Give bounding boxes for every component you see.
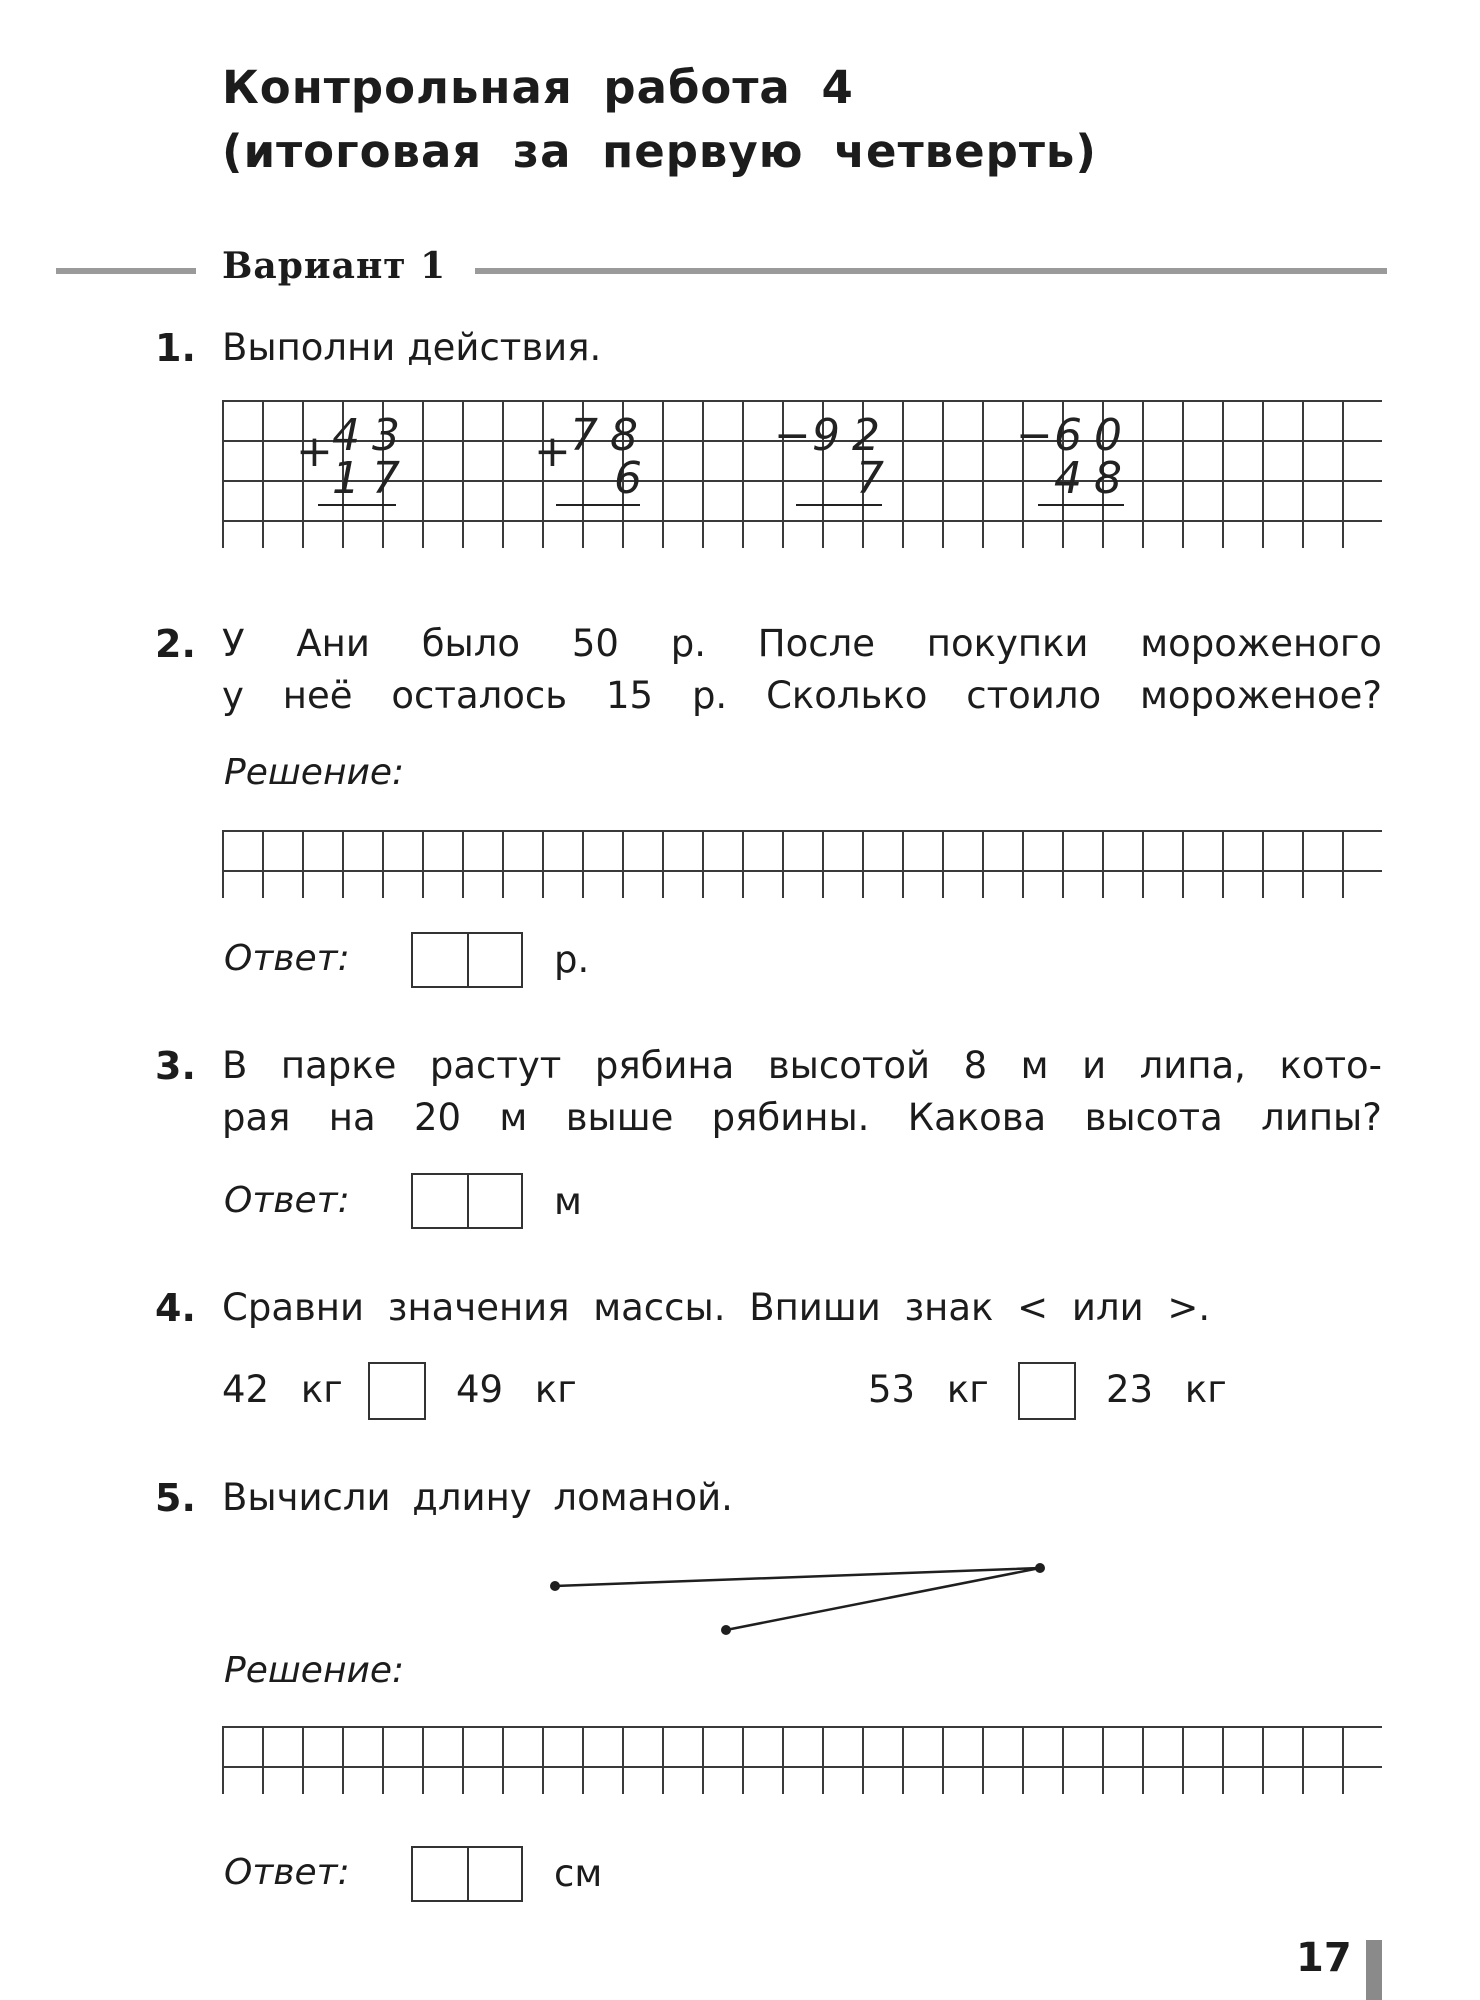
task1-problem-4-sign: − xyxy=(1016,410,1065,461)
task3-line-2-word: на xyxy=(328,1096,376,1139)
task2-line-1-word: было xyxy=(421,622,521,665)
task4-comparison-2-left: 53 кг xyxy=(868,1368,989,1411)
task3-line-2-word: 20 xyxy=(413,1096,462,1139)
task2-line-1-word: мороженого xyxy=(1140,622,1382,665)
task3-line-1-word: растут xyxy=(429,1044,562,1087)
task2-answer-label: Ответ: xyxy=(224,938,350,979)
task1-problem-4-bottom: 48 xyxy=(1054,453,1134,504)
task1-problem-1-top: 43 xyxy=(332,410,412,461)
task3-line-2-word: липы? xyxy=(1261,1096,1382,1139)
task2-line-1-word: р. xyxy=(670,622,706,665)
task1-problem-2-bottom: 6 xyxy=(614,453,654,504)
task2-line-2-word: осталось xyxy=(391,674,568,717)
task3-line-1-word: и xyxy=(1082,1044,1107,1087)
page-number: 17 xyxy=(1296,1935,1352,1981)
task1-problem-1-bottom: 17 xyxy=(332,453,412,504)
task4-comparison-2-right: 23 кг xyxy=(1106,1368,1227,1411)
task3-line-1-word: м xyxy=(1020,1044,1049,1087)
task2-answer-unit: р. xyxy=(554,938,590,981)
task3-line-2 xyxy=(222,1096,1382,1148)
task3-line-1-word: парке xyxy=(280,1044,397,1087)
page-edge-tab xyxy=(1366,1940,1382,2000)
task2-solution-grid[interactable] xyxy=(222,830,1382,898)
task1-problem-3-sign: − xyxy=(774,410,823,461)
task3-line-2-word: рябины. xyxy=(711,1096,870,1139)
task3-line-1 xyxy=(222,1044,1382,1096)
task3-line-1-word: 8 xyxy=(963,1044,988,1087)
task1-number: 1. xyxy=(155,326,196,370)
task1-problem-1-sign: + xyxy=(296,426,345,477)
task4-comparison-1-right: 49 кг xyxy=(456,1368,577,1411)
task5-point-2 xyxy=(1035,1563,1045,1573)
task5-point-1 xyxy=(550,1581,560,1591)
task3-line-1-word: рябина xyxy=(594,1044,735,1087)
task5-number: 5. xyxy=(155,1476,196,1520)
task2-line-2 xyxy=(222,674,1382,726)
task4-comparison-1-left: 42 кг xyxy=(222,1368,343,1411)
variant-rule-left xyxy=(56,268,196,274)
task3-line-1-word: высотой xyxy=(767,1044,931,1087)
task4-comparison-2-sign-box[interactable] xyxy=(1018,1362,1076,1420)
task2-line-1-word: Ани xyxy=(296,622,370,665)
task3-line-1-word: В xyxy=(222,1044,248,1087)
task2-line-2-word: Сколько xyxy=(766,674,928,717)
task1-problem-2-top: 78 xyxy=(570,410,650,461)
task4-text: Сравни значения массы. Впиши знак < или >. xyxy=(222,1286,1211,1329)
task4-comparison-1-sign-box[interactable] xyxy=(368,1362,426,1420)
task1-problem-3-top: 92 xyxy=(812,410,892,461)
task1-problem-2-line xyxy=(556,504,640,506)
task2-line-2-word: р. xyxy=(691,674,728,717)
task2-line-1-word: У xyxy=(222,622,245,665)
task2-text xyxy=(222,622,1382,726)
task4-number: 4. xyxy=(155,1286,196,1330)
task3-line-2-word: выше xyxy=(565,1096,674,1139)
title-line-1: Контрольная работа 4 xyxy=(222,61,854,114)
task5-solution-label: Решение: xyxy=(224,1650,405,1691)
task5-polyline xyxy=(555,1568,1040,1630)
task5-text: Вычисли длину ломаной. xyxy=(222,1476,733,1519)
task1-problem-4-line xyxy=(1038,504,1124,506)
task5-answer-unit: см xyxy=(554,1852,603,1895)
task2-line-1-word: покупки xyxy=(926,622,1089,665)
task1-problem-1-line xyxy=(318,504,396,506)
task3-line-2-word: рая xyxy=(222,1096,291,1139)
task2-solution-label: Решение: xyxy=(224,752,405,793)
task3-answer-box[interactable] xyxy=(411,1173,523,1229)
task3-line-1-word: липа, xyxy=(1139,1044,1246,1087)
task2-line-2-word: мороженое? xyxy=(1140,674,1382,717)
task2-line-1 xyxy=(222,622,1382,674)
task3-answer-unit: м xyxy=(554,1180,582,1223)
task2-line-2-word: у xyxy=(222,674,244,717)
task2-line-1-word: 50 xyxy=(571,622,619,665)
variant-heading: Вариант 1 xyxy=(222,245,447,287)
task3-number: 3. xyxy=(155,1044,196,1088)
task3-line-2-word: м xyxy=(499,1096,528,1139)
task2-line-2-word: стоило xyxy=(966,674,1102,717)
title-line-2: (итоговая за первую четверть) xyxy=(222,125,1097,178)
task3-answer-label: Ответ: xyxy=(224,1180,350,1221)
task3-line-1-word: кото- xyxy=(1279,1044,1382,1087)
task5-solution-grid[interactable] xyxy=(222,1726,1382,1794)
task1-problem-2-sign: + xyxy=(534,426,583,477)
task5-point-3 xyxy=(721,1625,731,1635)
variant-rule-right xyxy=(475,268,1387,274)
task2-answer-box[interactable] xyxy=(411,932,523,988)
task2-number: 2. xyxy=(155,622,196,666)
task1-problem-3-bottom: 7 xyxy=(856,453,896,504)
task3-line-2-word: Какова xyxy=(907,1096,1047,1139)
task2-line-1-word: После xyxy=(757,622,875,665)
task2-line-2-word: 15 xyxy=(605,674,654,717)
task5-polyline-figure xyxy=(540,1556,1060,1636)
task2-line-2-word: неё xyxy=(282,674,353,717)
task5-answer-box[interactable] xyxy=(411,1846,523,1902)
page-title xyxy=(222,56,1097,184)
task3-text xyxy=(222,1044,1382,1148)
task1-problem-3-line xyxy=(796,504,882,506)
task5-answer-label: Ответ: xyxy=(224,1852,350,1893)
task3-line-2-word: высота xyxy=(1084,1096,1223,1139)
task1-problem-4-top: 60 xyxy=(1054,410,1134,461)
task1-text: Выполни действия. xyxy=(222,326,602,369)
